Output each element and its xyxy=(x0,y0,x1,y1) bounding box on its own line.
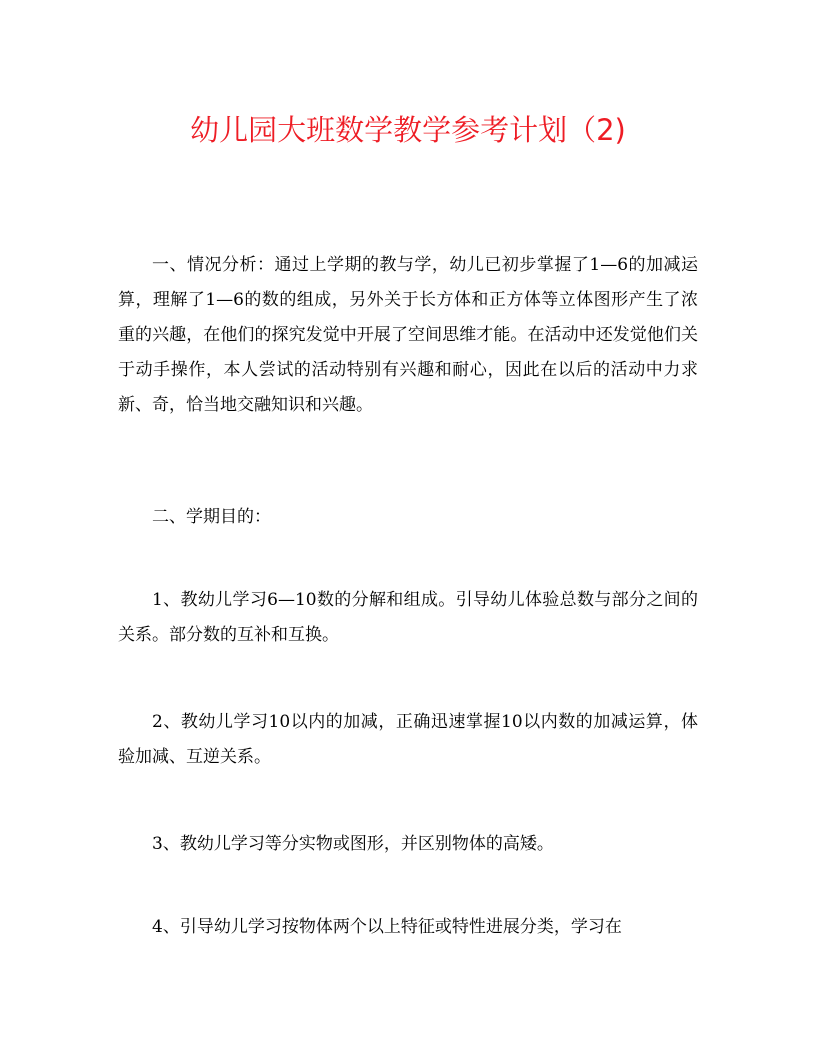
paragraph-semester-goals-heading: 二、学期目的： xyxy=(152,507,271,527)
paragraph-goal-3: 3、教幼儿学习等分实物或图形，并区别物体的高矮。 xyxy=(152,834,554,854)
paragraph-goal-4: 4、引导幼儿学习按物体两个以上特征或特性进展分类，学习在 xyxy=(152,917,622,937)
paragraph-goal-1: 1、教幼儿学习6—10数的分解和组成。引导幼儿体验总数与部分之间的关系。部分数的互补和互换。 xyxy=(118,590,698,645)
paragraph-goal-2: 2、教幼儿学习10以内的加减，正确迅速掌握10以内数的加减运算，体验加减、互逆关系。 xyxy=(118,712,698,767)
document-title: 幼儿园大班数学教学参考计划（2) xyxy=(190,113,626,147)
paragraph-situation-analysis: 一、情况分析：通过上学期的教与学，幼儿已初步掌握了1—6的加减运算，理解了1—6的数的组成，另外关于长方体和正方体等立体图形产生了浓重的兴趣，在他们的探究发觉中开展了空间思维才能。在活动中还发觉他们关于动手操作，本人尝试的活动特别有兴趣和耐心，因此在以后的活动中力求新、奇，恰当地交融知识和兴趣。 xyxy=(118,255,698,415)
